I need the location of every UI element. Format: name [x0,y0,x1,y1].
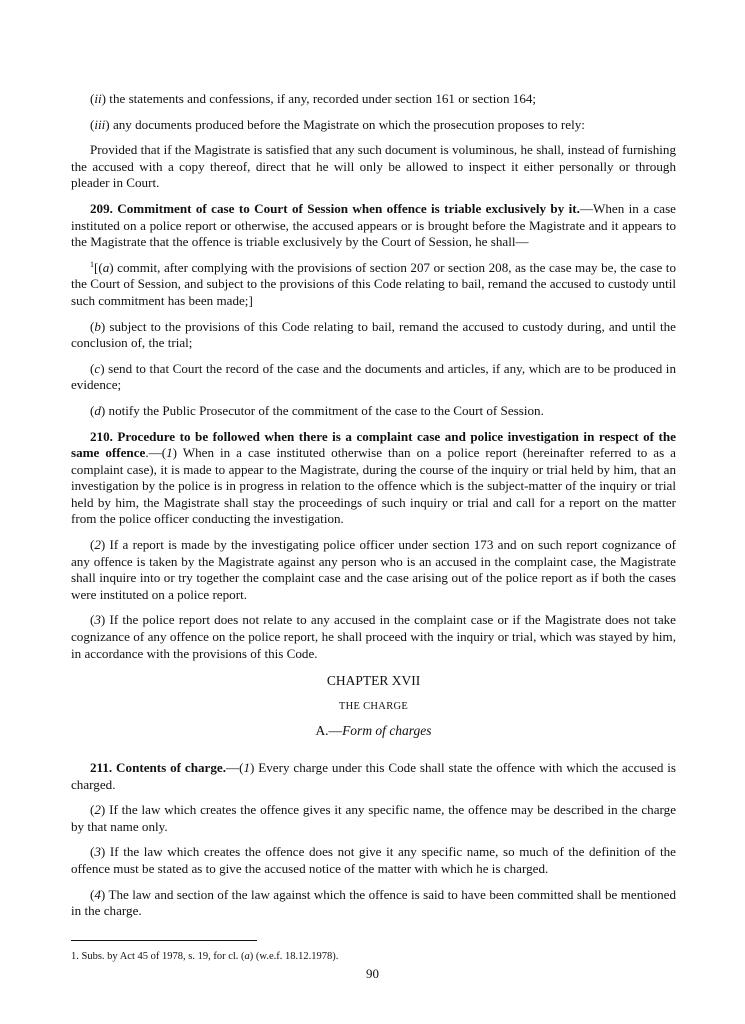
subsection-number: 1 [243,760,251,775]
clause-text: ) commit, after complying with the provisions of section 207 or section 208, as the case may be, the case to the Court of Session, and subject to the provisions of this Code relating to bail, remand the accused to custody until such commitment has been made;] [71,259,676,308]
clause-number: iii [94,116,106,132]
footnote-divider [71,940,257,941]
part-label: A.— [315,723,343,739]
footnote [71,950,338,963]
clause-d: (d) notify the Public Prosecutor of the commitment of the case to the Court of Session. [90,402,544,418]
page-number: 90 [366,966,379,981]
subsection-number: 3 [94,844,101,860]
clause-c: (c) send to that Court the record of the case and the documents and articles, if any, which are to be produced in evidence; [71,360,676,393]
subsection-number: 1 [166,445,173,461]
subsection-text: ) If the law which creates the offence does not give it any specific name, so much of the definition of the offence must be stated as to give the accused notice of the matter with which he is charged. [71,844,676,876]
clause-letter: d [94,402,101,418]
subsection-text: ) If the law which creates the offence gives it any specific name, the offence may be described in the charge by that name only. [71,802,676,834]
section-210-3: (3) If the police report does not relate to any accused in the complaint case or if the Magistrate does not take cognizance of any offence on the police report, he shall proceed with the inquiry or trial, which was stayed by him, in accordance with the provisions of this Code. [71,612,676,661]
subsection-number: 3 [94,612,101,628]
clause-text: ) notify the Public Prosecutor of the commitment of the case to the Court of Session. [100,402,544,418]
part-heading [71,723,676,740]
clause-letter: b [94,318,101,334]
subsection-number: 2 [94,802,101,818]
section-211-3: (3) If the law which creates the offence does not give it any specific name, so much of the definition of the offence must be stated as to give the accused notice of the matter with which he is charged. [71,844,676,876]
bracket-open: [( [94,259,103,275]
subsection-text: ) Every charge under this Code shall state the offence with which the accused is charged. [71,760,677,792]
clause-letter: a [102,259,110,275]
clause-text: the statements and confessions, if any, recorded under section 161 or section 164; [106,91,537,106]
clause-text: any documents produced before the Magistrate on which the prosecution proposes to rely: [109,116,585,132]
section-211-4: (4) The law and section of the law against which the offence is said to have been committed shall be mentioned in the charge. [71,886,676,919]
dash: —( [226,760,244,775]
section-210 [71,429,676,529]
section-heading: 210. Procedure to be followed when there is a complaint case and police investigation in respect of the same offence [71,428,676,461]
section-210-2: (2) If a report is made by the investigating police officer under section 173 and on such report cognizance of any offence is taken by the Magistrate against any person who is an accused in the complaint case, the Magistrate shall inquire into or try together the complaint case and the case arising out of the police report as if both the cases were instituted on a police report. [71,537,676,602]
subsection-text: ) The law and section of the law against which the offence is said to have been committed shall be mentioned in the charge. [71,886,676,919]
clause-b: (b) subject to the provisions of this Code relating to bail, remand the accused to custody during, and until the conclusion of, the trial; [71,318,676,351]
footnote-clause: a [244,951,250,962]
clause-letter: c [94,360,101,376]
dash: .—( [145,445,167,461]
part-title: Form of charges [342,723,432,739]
clause-text: ) send to that Court the record of the case and the documents and articles, if any, which are to be produced in evidence; [71,360,676,393]
footnote-marker: 1 [90,259,94,269]
chapter-title: CHAPTER XVII [326,673,421,689]
clause-text: ) subject to the provisions of this Code relating to bail, remand the accused to custody during, and until the conclusion of, the trial; [71,318,676,351]
subsection-text: ) If a report is made by the investigating police officer under section 173 and on such report cognizance of any offence is taken by the Magistrate against any person who is an accused in the complaint case, the Magistrate shall inquire into or try together the complaint case and the case arising out of the police report as if both the cases were instituted on a police report. [71,537,676,602]
section-211 [71,760,676,793]
clause-iii: (iii) any documents produced before the Magistrate on which the prosecution proposes to rely: [90,116,585,132]
proviso-paragraph: Provided that if the Magistrate is satisfied that any such document is voluminous, he shall, instead of furnishing the accused with a copy thereof, direct that he will only be allowed to inspect it either personally or through pleader in Court. [71,142,676,191]
page-body [71,91,676,929]
section-text: —When in a case instituted on a police report or otherwise, the accused appears or is brought before the Magistrate and it appears to the Magistrate that the offence is triable exclusively by the Court of Session, he shall— [71,200,676,250]
section-211-2: (2) If the law which creates the offence gives it any specific name, the offence may be described in the charge by that name only. [71,802,676,834]
clause-ii: (ii) the statements and confessions, if any, recorded under section 161 or section 164; [90,91,537,106]
chapter-subtitle: THE CHARGE [338,700,409,712]
subsection-text: ) If the police report does not relate to any accused in the complaint case or if the Magistrate does not take cognizance of any offence on the police report, he shall proceed with the inquiry or trial, which was stayed by him, in accordance with the provisions of this Code. [71,612,676,661]
section-text: ) When in a case instituted otherwise than on a police report (hereinafter referred to as a complaint case), it is made to appear to the Magistrate, during the course of the inquiry or trial held by him, that an investigation by the police is in progress in relation to the offence which is the subject-matter of the inquiry or trial held by him, the Magistrate shall stay the proceedings of such inquiry or trial and call for a report on the matter from the police officer conducting the investigation. [71,445,676,527]
section-heading: 209. Commitment of case to Court of Session when offence is triable exclusively by it. [90,200,580,216]
clause-a [71,260,676,310]
section-209 [71,201,676,251]
subsection-number: 4 [94,886,101,902]
footnote-text: 1. Subs. by Act 45 of 1978, s. 19, for cl. ( [71,951,245,962]
section-heading: 211. Contents of charge. [90,760,226,775]
footnote-date: ) (w.e.f. 18.12.1978). [249,951,339,962]
subsection-number: 2 [94,537,101,553]
clause-number: ii [94,91,102,106]
